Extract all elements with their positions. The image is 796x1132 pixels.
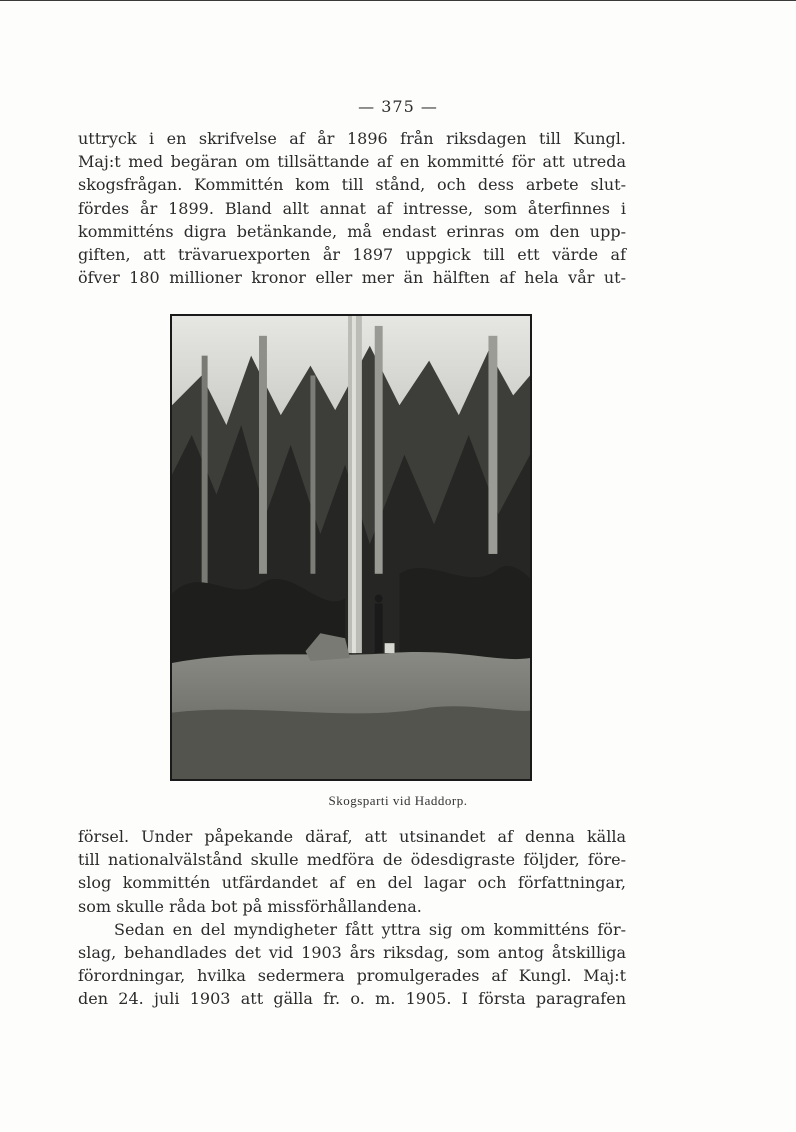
text-line: förordningar, hvilka sedermera promulgerades af Kungl. Maj:t	[78, 966, 626, 986]
text-line: fördes år 1899. Bland allt annat af intresse, som återfinnes i	[78, 198, 626, 218]
text-line: den 24. juli 1903 att gälla fr. o. m. 1905. I första paragrafen	[78, 989, 626, 1009]
text-line: Maj:t med begäran om tillsättande af en kommitté för att utreda	[78, 152, 626, 172]
text-line: slag, behandlades det vid 1903 års riksdag, som antog åtskilliga	[78, 942, 626, 962]
forest-photograph	[170, 314, 532, 781]
text-line: öfver 180 millioner kronor eller mer än hälften af hela vår ut-	[78, 268, 626, 288]
text-line: till nationalvälstånd skulle medföra de ödesdigraste följder, före-	[78, 850, 626, 870]
page-number: — 375 —	[358, 97, 438, 116]
figure-caption: Skogsparti vid Haddorp.	[328, 793, 468, 808]
text-line: kommitténs digra betänkande, må endast erinras om den upp-	[78, 221, 626, 241]
text-line: som skulle råda bot på missförhållandena.	[78, 896, 422, 916]
forest-illustration	[172, 316, 530, 779]
text-line: Sedan en del myndigheter fått yttra sig om kommitténs för-	[114, 919, 626, 939]
bottom-paragraph	[78, 825, 626, 1011]
top-paragraph	[78, 127, 626, 289]
text-line: slog kommittén utfärdandet af en del lagar och författningar,	[78, 873, 626, 893]
text-line: uttryck i en skrifvelse af år 1896 från riksdagen till Kungl.	[78, 129, 626, 148]
text-line: giften, att trävaruexporten år 1897 uppgick till ett värde af	[78, 244, 626, 264]
text-line: försel. Under påpekande däraf, att utsinandet af denna källa	[78, 827, 626, 846]
text-line: skogsfrågan. Kommittén kom till stånd, och dess arbete slut-	[78, 175, 626, 195]
